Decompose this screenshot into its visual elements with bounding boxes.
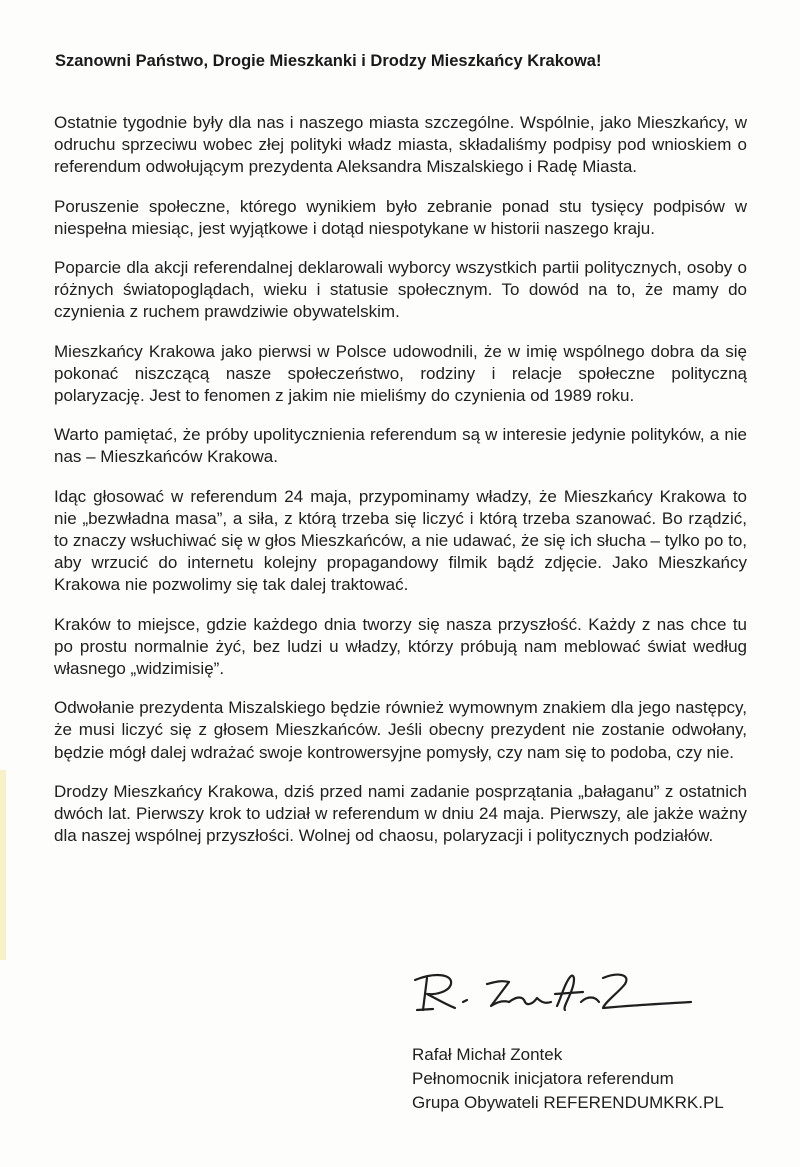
paragraph-9: Drodzy Mieszkańcy Krakowa, dziś przed nami zadanie posprzątania „bałaganu” z ostatnich dwóch lat. Pierwszy krok to udział w referendum w dniu 24 maja. Pierwszy, ale jakże ważny dla naszej wspólnej przyszłości. Wolnej od chaosu, polaryzacji i politycznych podziałów.: [54, 781, 747, 846]
signer-organization: Grupa Obywateli REFERENDUMKRK.PL: [412, 1093, 724, 1112]
handwritten-signature: [405, 962, 695, 1026]
paragraph-7: Kraków to miejsce, gdzie każdego dnia tworzy się nasza przyszłość. Każdy z nas chce tu po prostu normalnie żyć, bez ludzi u władzy, którzy próbują nam meblować świat według własnego „widzimisię”.: [54, 614, 747, 679]
paragraph-2: Poruszenie społeczne, którego wynikiem było zebranie ponad stu tysięcy podpisów w niespełna miesiąc, jest wyjątkowe i dotąd niespotykane w historii naszego kraju.: [54, 196, 747, 238]
signer-name: Rafał Michał Zontek: [412, 1045, 563, 1064]
letter-salutation: Szanowni Państwo, Drogie Mieszkanki i Drodzy Mieszkańcy Krakowa!: [55, 52, 602, 70]
letter-body: [54, 112, 747, 864]
paragraph-1: Ostatnie tygodnie były dla nas i naszego miasta szczególne. Wspólnie, jako Mieszkańcy, w odruchu sprzeciwu wobec złej polityki władz miasta, składaliśmy podpisy pod wnioskiem o referendum odwołującym prezydenta Aleksandra Miszalskiego i Radę Miasta.: [54, 113, 747, 177]
signer-role: Pełnomocnik inicjatora referendum: [412, 1069, 674, 1088]
paragraph-8: Odwołanie prezydenta Miszalskiego będzie również wymownym znakiem dla jego następcy, że musi liczyć się z głosem Mieszkańców. Jeśli obecny prezydent nie zostanie odwołany, będzie mógł dalej wdrażać swoje kontrowersyjne pomysły, czy nam się to podoba, czy nie.: [54, 698, 747, 762]
scan-edge-mark: [0, 770, 6, 960]
signature-block: [412, 1043, 772, 1115]
paragraph-3: Poparcie dla akcji referendalnej deklarowali wyborcy wszystkich partii politycznych, osoby o różnych światopoglądach, wieku i statusie społecznym. To dowód na to, że mamy do czynienia z ruchem prawdziwie obywatelskim.: [54, 258, 747, 322]
paragraph-5: Warto pamiętać, że próby upolitycznienia referendum są w interesie jedynie polityków, a nie nas – Mieszkańców Krakowa.: [54, 425, 747, 467]
paragraph-4: Mieszkańcy Krakowa jako pierwsi w Polsce udowodnili, że w imię wspólnego dobra da się pokonać niszczącą nasze społeczeństwo, rodziny i relacje społeczne polityczną polaryzację. Jest to fenomen z jakim nie mieliśmy do czynienia od 1989 roku.: [54, 341, 747, 406]
paragraph-6: Idąc głosować w referendum 24 maja, przypominamy władzy, że Mieszkańcy Krakowa to nie „bezwładna masa”, a siła, z którą trzeba się liczyć i którą trzeba szanować. Bo rządzić, to znaczy wsłuchiwać się w głos Mieszkańców, a nie udawać, że się ich słucha – tylko po to, aby wrzucić do internetu kolejny propagandowy filmik bądź zdjęcie. Jako Mieszkańcy Krakowa nie pozwolimy się tak dalej traktować.: [54, 486, 747, 595]
